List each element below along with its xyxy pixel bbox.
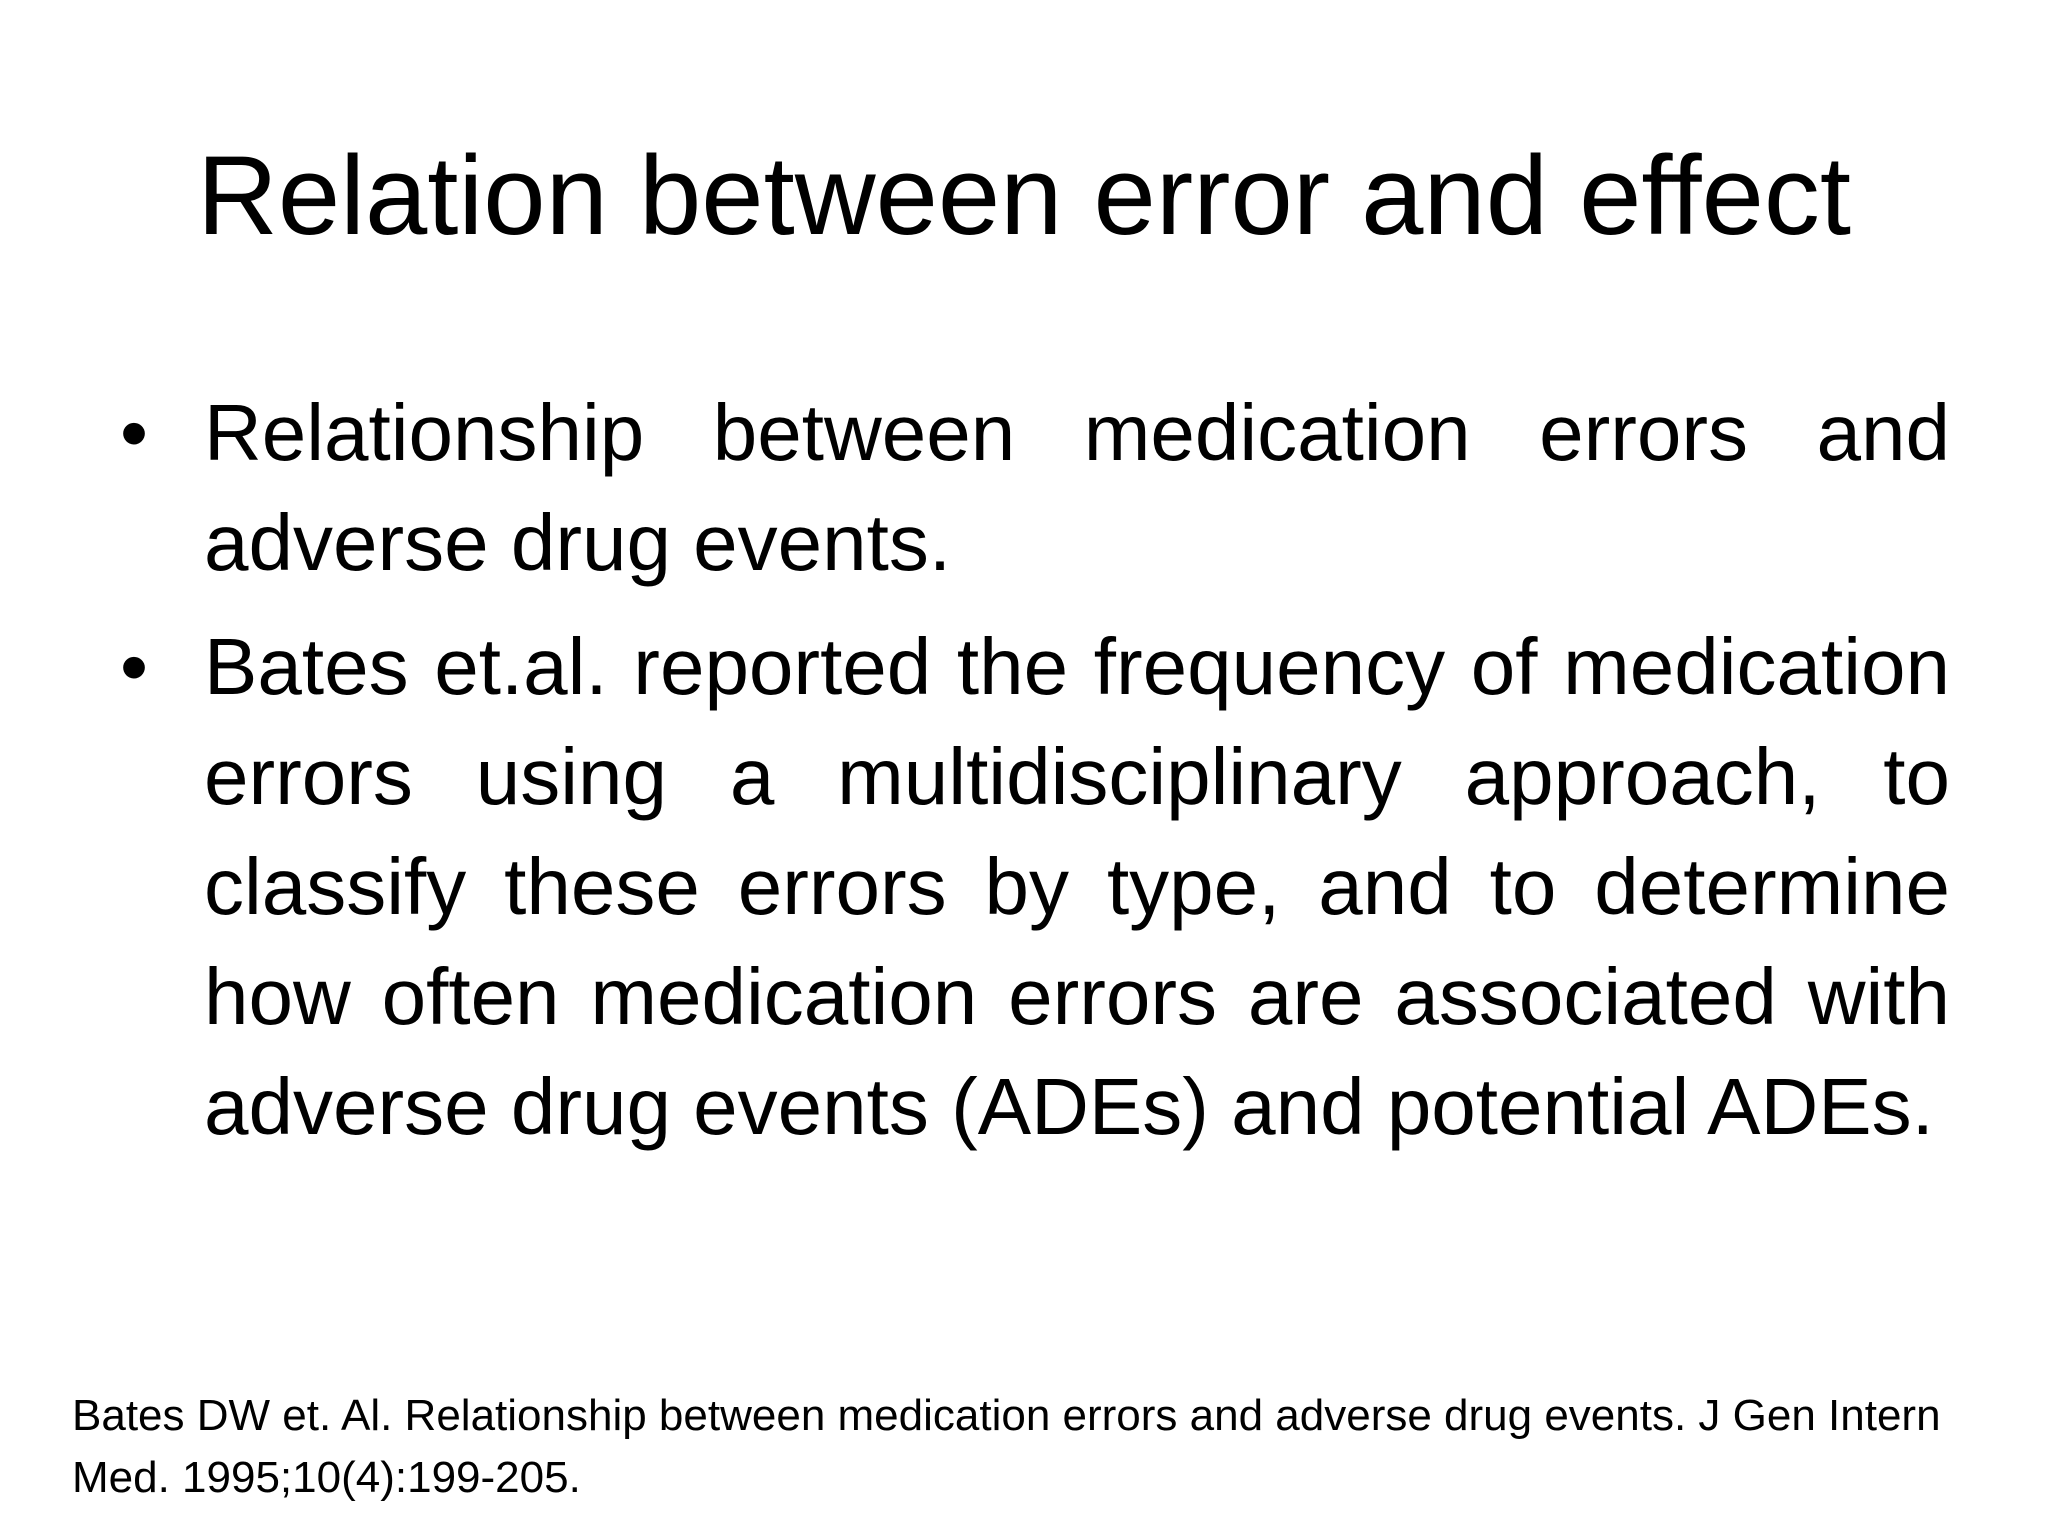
bullet-point-icon: •	[120, 388, 149, 477]
bullet-point-icon: •	[120, 622, 149, 711]
citation-text: Bates DW et. Al. Relationship between medication errors and adverse drug events. J Gen Intern Med. 1995;10(4):199-205.	[72, 1391, 1941, 1502]
bullet-list	[120, 378, 1950, 1162]
bullet-item	[120, 612, 1950, 1162]
bullet-item	[120, 378, 1950, 598]
bullet-text: Bates et.al. reported the frequency of medication errors using a multidisciplinary approach, to classify these errors by type, and to determine how often medication errors are associated with adverse drug events (ADEs) and potential ADEs.	[204, 622, 1950, 1151]
bullet-text: Relationship between medication errors and adverse drug events.	[204, 388, 1950, 587]
slide-title: Relation between error and effect	[196, 133, 1852, 258]
